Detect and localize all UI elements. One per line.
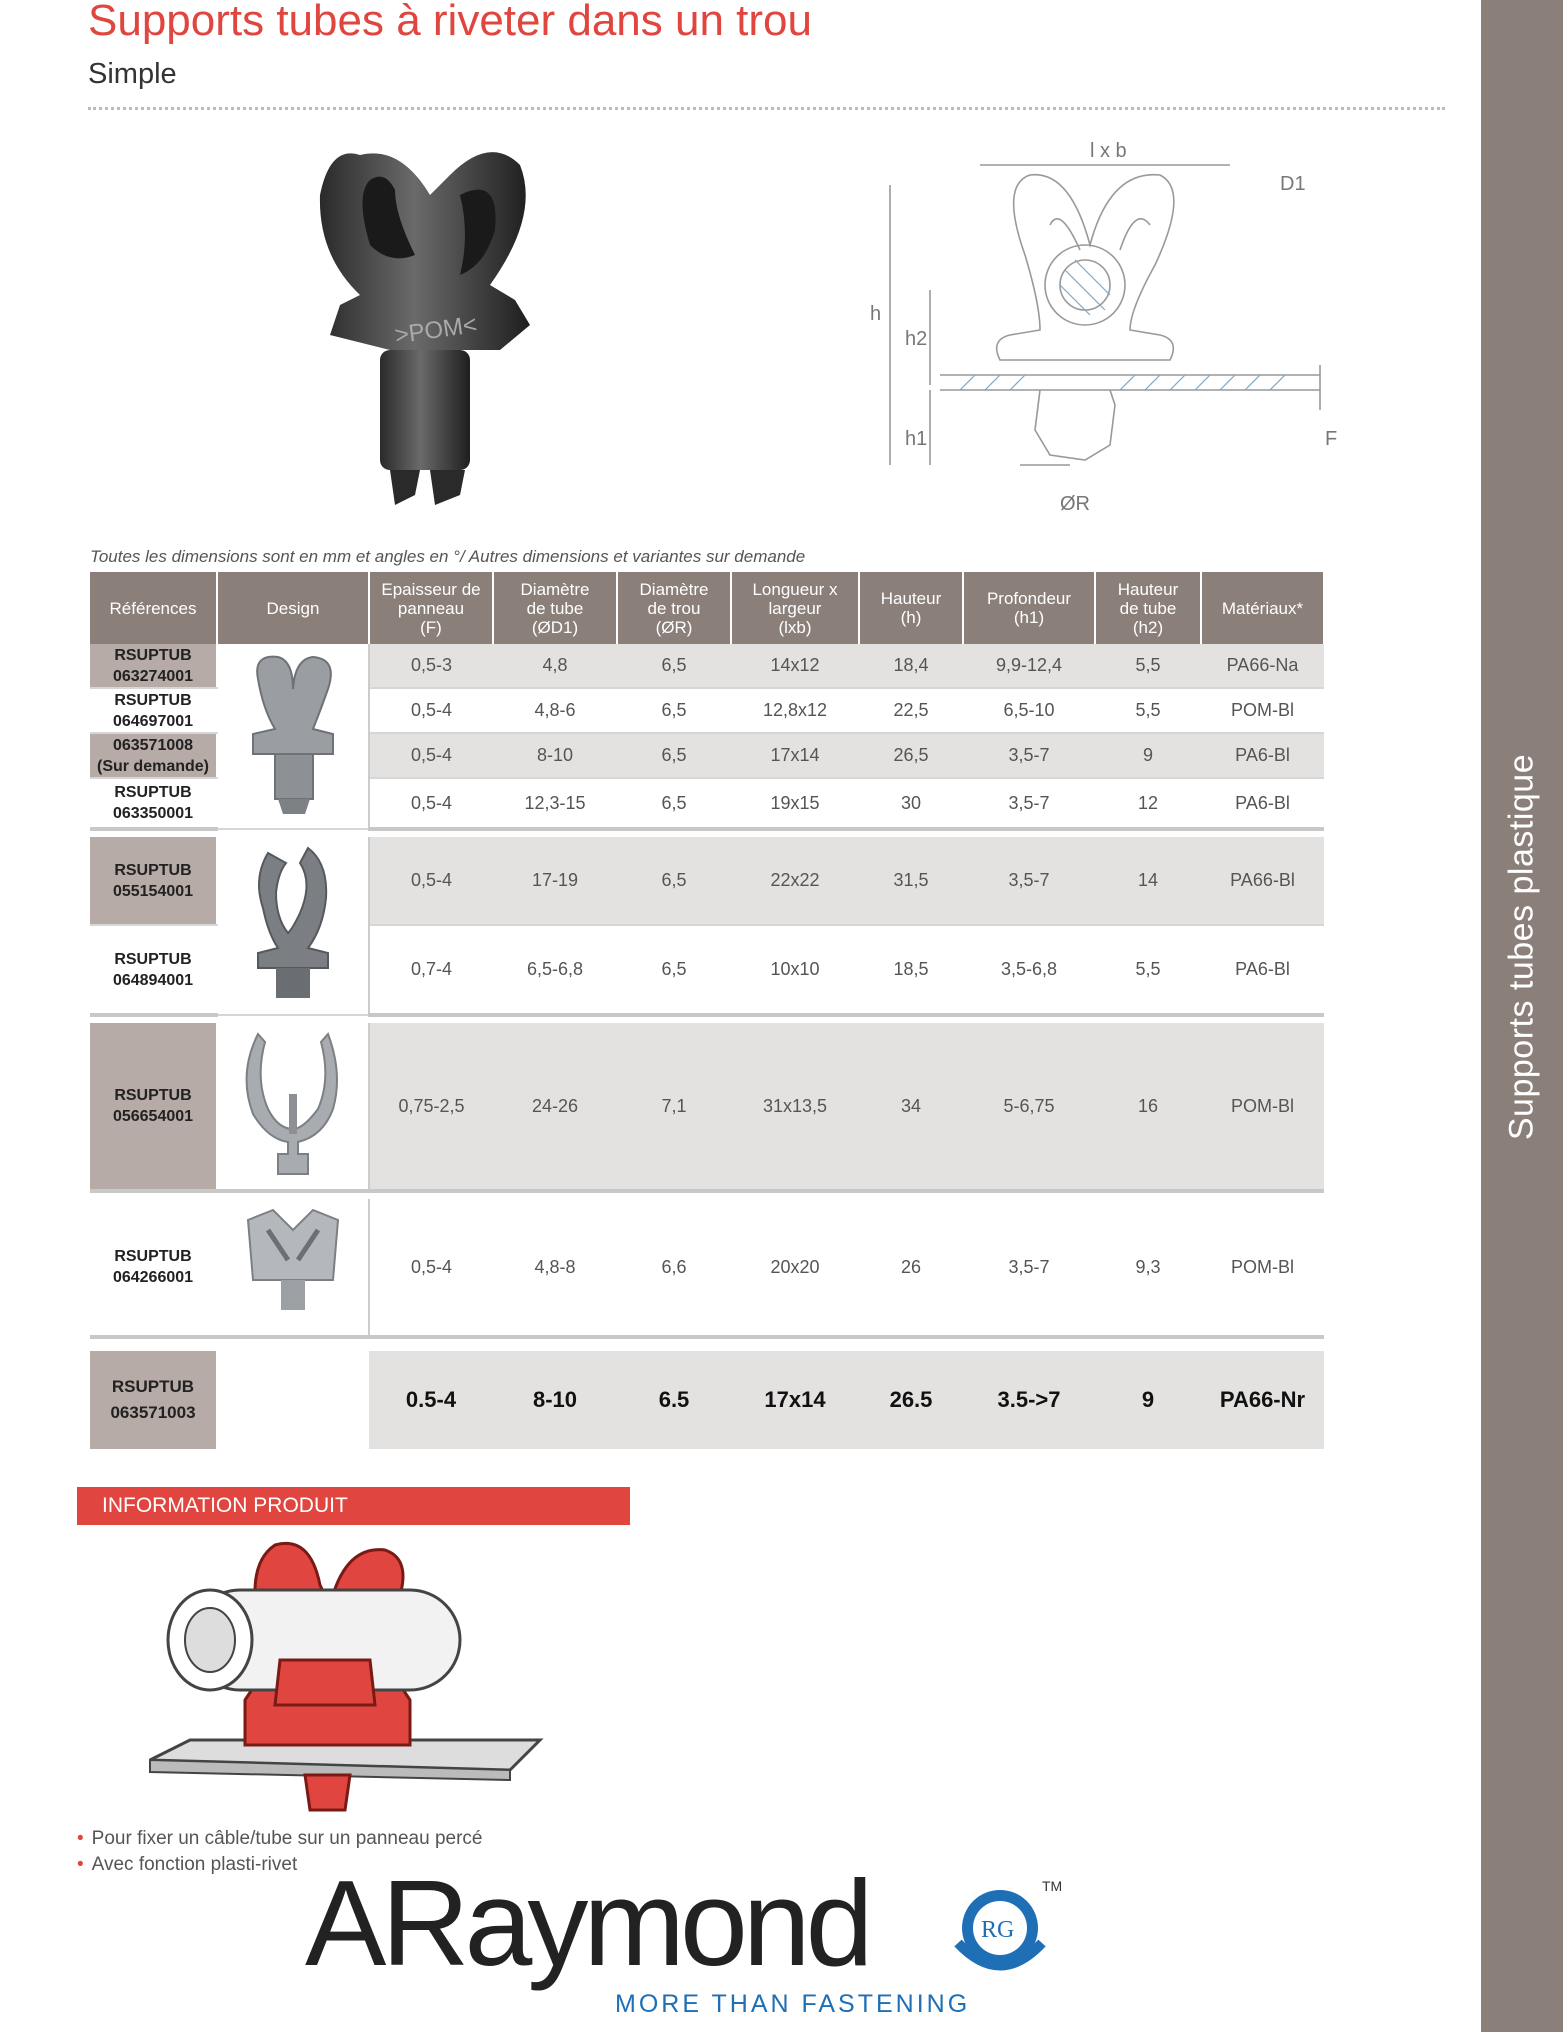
- d1-cell: 4,8: [493, 644, 617, 688]
- h1-cell: 3,5-7: [963, 778, 1095, 829]
- ref-cell: RSUPTUB 063350001: [90, 778, 217, 829]
- lxb-cell: 20x20: [731, 1199, 859, 1337]
- lxb-cell: 14x12: [731, 644, 859, 688]
- table-row: [90, 644, 1324, 688]
- material-cell: PA66-Bl: [1201, 837, 1324, 925]
- bullet-item: • Pour fixer un câble/tube sur un panneau percé: [77, 1828, 483, 1849]
- material-cell: POM-Bl: [1201, 1199, 1324, 1337]
- clip-design-icon: [238, 838, 348, 1008]
- h2-cell: 9: [1095, 1351, 1201, 1449]
- design-cell-group2: [217, 837, 369, 1015]
- h2-cell: 5,5: [1095, 925, 1201, 1015]
- r-cell: 6,5: [617, 733, 731, 778]
- material-cell: PA6-Bl: [1201, 925, 1324, 1015]
- h1-cell: 3.5->7: [963, 1351, 1095, 1449]
- ref-cell: RSUPTUB 056654001: [90, 1023, 217, 1191]
- r-cell: 6.5: [617, 1351, 731, 1449]
- ref-cell: 063571008 (Sur demande): [90, 733, 217, 778]
- d1-cell: 8-10: [493, 733, 617, 778]
- info-banner: INFORMATION PRODUIT: [77, 1487, 630, 1525]
- material-cell: PA66-Na: [1201, 644, 1324, 688]
- f-cell: 0,5-4: [369, 733, 493, 778]
- product-photo: [300, 135, 560, 515]
- h-cell: 26,5: [859, 733, 963, 778]
- h1-cell: 5-6,75: [963, 1023, 1095, 1191]
- d1-cell: 4,8-6: [493, 688, 617, 733]
- lxb-cell: 17x14: [731, 733, 859, 778]
- table-row: [90, 837, 1324, 925]
- photo-marking: >POM<: [393, 311, 479, 350]
- material-cell: POM-Bl: [1201, 688, 1324, 733]
- h-cell: 26: [859, 1199, 963, 1337]
- table-spacer: [90, 829, 1324, 837]
- table-row: [90, 1023, 1324, 1191]
- h2-cell: 14: [1095, 837, 1201, 925]
- label-or: ØR: [1060, 493, 1090, 515]
- header-depth: Profondeur (h1): [963, 572, 1095, 644]
- h-cell: 34: [859, 1023, 963, 1191]
- d1-cell: 24-26: [493, 1023, 617, 1191]
- h2-cell: 5,5: [1095, 688, 1201, 733]
- ref-cell: RSUPTUB 055154001: [90, 837, 217, 925]
- label-lxb: l x b: [1090, 140, 1127, 162]
- h1-cell: 6,5-10: [963, 688, 1095, 733]
- header-tube-height: Hauteur de tube (h2): [1095, 572, 1201, 644]
- header-hole-diameter: Diamètre de trou (ØR): [617, 572, 731, 644]
- d1-cell: 4,8-8: [493, 1199, 617, 1337]
- r-cell: 7,1: [617, 1023, 731, 1191]
- h1-cell: 3,5-6,8: [963, 925, 1095, 1015]
- h2-cell: 12: [1095, 778, 1201, 829]
- d1-cell: 6,5-6,8: [493, 925, 617, 1015]
- product-illustration: [150, 1535, 540, 1815]
- header-design: Design: [217, 572, 369, 644]
- h-cell: 18,4: [859, 644, 963, 688]
- h-cell: 22,5: [859, 688, 963, 733]
- r-cell: 6,5: [617, 837, 731, 925]
- material-cell: PA66-Nr: [1201, 1351, 1324, 1449]
- f-cell: 0,5-4: [369, 688, 493, 733]
- technical-drawing: [860, 135, 1360, 525]
- label-f: F: [1325, 428, 1338, 450]
- header-panel-thickness: Epaisseur de panneau (F): [369, 572, 493, 644]
- header-length-width: Longueur x largeur (lxb): [731, 572, 859, 644]
- lxb-cell: 10x10: [731, 925, 859, 1015]
- h2-cell: 9,3: [1095, 1199, 1201, 1337]
- h2-cell: 9: [1095, 733, 1201, 778]
- material-cell: POM-Bl: [1201, 1023, 1324, 1191]
- r-cell: 6,5: [617, 644, 731, 688]
- label-h: h: [870, 303, 882, 325]
- header-height: Hauteur (h): [859, 572, 963, 644]
- f-cell: 0.5-4: [369, 1351, 493, 1449]
- header-references: Références: [90, 572, 217, 644]
- r-cell: 6,5: [617, 688, 731, 733]
- table-header-row: [90, 572, 1324, 644]
- clip-design-icon: [233, 649, 353, 819]
- label-h2: h2: [905, 328, 928, 350]
- r-cell: 6,6: [617, 1199, 731, 1337]
- header-tube-diameter: Diamètre de tube (ØD1): [493, 572, 617, 644]
- spec-table: [90, 572, 1325, 1449]
- design-cell-empty: [217, 1351, 369, 1449]
- table-spacer: [90, 1191, 1324, 1199]
- material-cell: PA6-Bl: [1201, 733, 1324, 778]
- table-row: [90, 1351, 1324, 1449]
- design-cell-group1: [217, 644, 369, 829]
- f-cell: 0,5-4: [369, 1199, 493, 1337]
- trademark-symbol: TM: [1042, 1878, 1063, 1894]
- f-cell: 0,7-4: [369, 925, 493, 1015]
- h1-cell: 3,5-7: [963, 733, 1095, 778]
- side-bar: [1481, 0, 1563, 2032]
- design-cell-group3: [217, 1023, 369, 1191]
- lxb-cell: 19x15: [731, 778, 859, 829]
- logo-mark-text: RG: [981, 1917, 1015, 1943]
- side-label: Supports tubes plastique: [1502, 753, 1541, 1141]
- f-cell: 0,5-4: [369, 778, 493, 829]
- ref-cell: RSUPTUB 064894001: [90, 925, 217, 1015]
- h-cell: 31,5: [859, 837, 963, 925]
- ref-cell: RSUPTUB 064697001: [90, 688, 217, 733]
- h-cell: 18,5: [859, 925, 963, 1015]
- dotted-divider: [88, 107, 1445, 110]
- d1-cell: 8-10: [493, 1351, 617, 1449]
- f-cell: 0,5-4: [369, 837, 493, 925]
- h1-cell: 3,5-7: [963, 1199, 1095, 1337]
- table-spacer: [90, 1337, 1324, 1351]
- d1-cell: 17-19: [493, 837, 617, 925]
- label-d1: D1: [1280, 173, 1306, 195]
- lxb-cell: 31x13,5: [731, 1023, 859, 1191]
- lxb-cell: 22x22: [731, 837, 859, 925]
- lxb-cell: 12,8x12: [731, 688, 859, 733]
- rg-logo-icon: [950, 1873, 1063, 1983]
- r-cell: 6,5: [617, 925, 731, 1015]
- f-cell: 0,75-2,5: [369, 1023, 493, 1191]
- dimensions-note: Toutes les dimensions sont en mm et angles en °/ Autres dimensions et variantes sur demande: [90, 547, 806, 566]
- table-spacer: [90, 1015, 1324, 1023]
- d1-cell: 12,3-15: [493, 778, 617, 829]
- ref-cell: RSUPTUB 063274001: [90, 644, 217, 688]
- h-cell: 30: [859, 778, 963, 829]
- logo-wordmark: ARaymond: [305, 1855, 869, 1991]
- page-title: Supports tubes à riveter dans un trou: [88, 0, 812, 45]
- h2-cell: 16: [1095, 1023, 1201, 1191]
- lxb-cell: 17x14: [731, 1351, 859, 1449]
- r-cell: 6,5: [617, 778, 731, 829]
- page-subtitle: Simple: [88, 58, 177, 90]
- ref-cell: RSUPTUB 063571003: [90, 1351, 217, 1449]
- araymond-logo: [305, 1855, 1065, 2028]
- h1-cell: 3,5-7: [963, 837, 1095, 925]
- label-h1: h1: [905, 428, 928, 450]
- h2-cell: 5,5: [1095, 644, 1201, 688]
- logo-tagline: MORE THAN FASTENING: [615, 1990, 971, 2018]
- design-cell-group4: [217, 1199, 369, 1337]
- ref-cell: RSUPTUB 064266001: [90, 1199, 217, 1337]
- h-cell: 26.5: [859, 1351, 963, 1449]
- table-row: [90, 1199, 1324, 1337]
- h1-cell: 9,9-12,4: [963, 644, 1095, 688]
- material-cell: PA6-Bl: [1201, 778, 1324, 829]
- header-materials: Matériaux*: [1201, 572, 1324, 644]
- clip-design-icon: [233, 1024, 353, 1184]
- bullet-item: • Avec fonction plasti-rivet: [77, 1854, 298, 1875]
- f-cell: 0,5-3: [369, 644, 493, 688]
- clip-design-icon: [233, 1200, 353, 1330]
